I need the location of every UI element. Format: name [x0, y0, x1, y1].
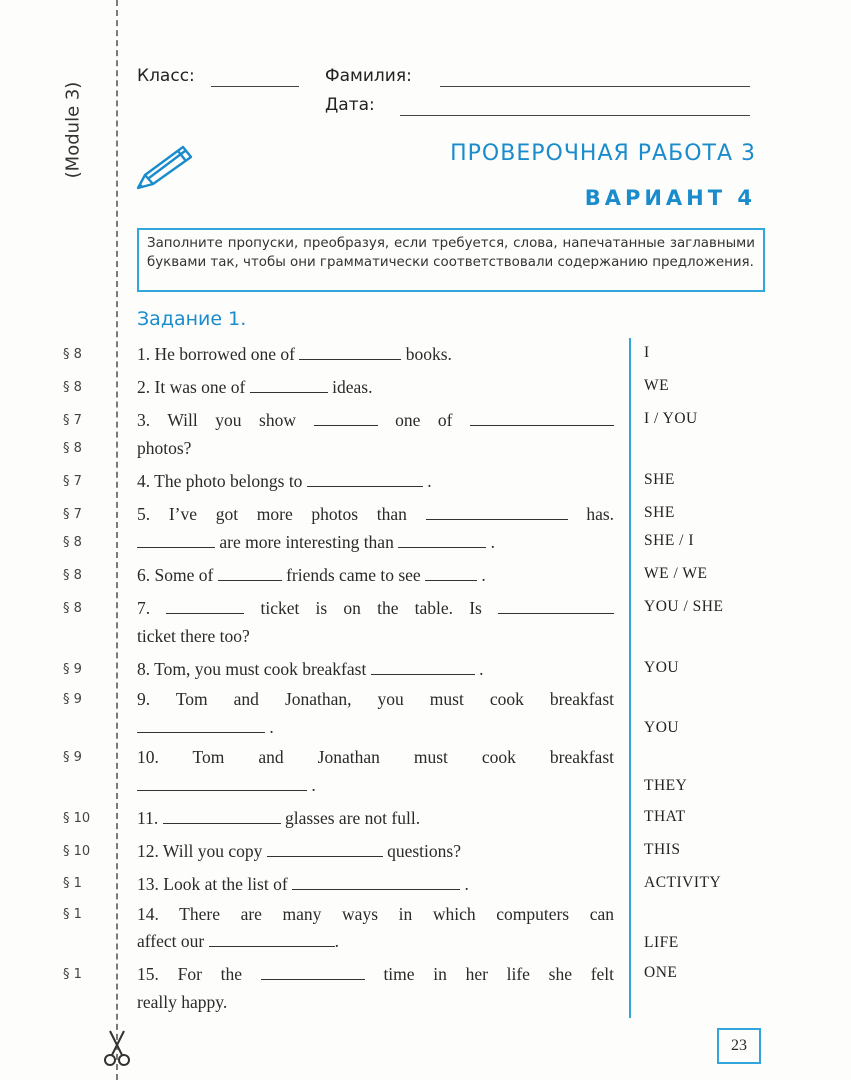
paragraph-ref: § 1: [63, 907, 82, 922]
word-cue: WE: [644, 377, 670, 394]
paragraph-ref: § 7: [63, 474, 82, 489]
word-cue: I / YOU: [644, 410, 698, 427]
exercise-line: affect our .: [137, 931, 339, 951]
page-number: 23: [717, 1028, 761, 1064]
word-cue: LIFE: [644, 934, 679, 951]
surname-label: Фамилия:: [325, 66, 412, 86]
exercise-line: 2. It was one of ideas.: [137, 377, 373, 397]
instruction-box: Заполните пропуски, преобразуя, если требуется, слова, напечатанные заглавными буквами так, чтобы они грамматически соответствовали содержанию предложения.: [137, 228, 765, 292]
cut-line: [116, 0, 118, 1080]
paragraph-ref: § 8: [63, 380, 82, 395]
paragraph-ref: § 1: [63, 967, 82, 982]
answer-column-divider: [629, 338, 631, 1018]
module-label: (Module 3): [62, 81, 84, 179]
exercise-line: 10. Tom and Jonathan must cook breakfast: [137, 747, 614, 767]
exercise-line: 11. glasses are not full.: [137, 808, 421, 828]
exercise-line: .: [137, 775, 614, 796]
exercise-line: are more interesting than .: [137, 532, 614, 553]
word-cue: SHE / I: [644, 532, 694, 549]
word-cue: YOU / SHE: [644, 598, 724, 615]
exercise-line: 3. Will you show one of: [137, 410, 614, 431]
word-cue: YOU: [644, 719, 680, 736]
exercise-line: 9. Tom and Jonathan, you must cook breakfast: [137, 689, 614, 709]
paragraph-ref: § 1: [63, 876, 82, 891]
exercise-line: 6. Some of friends came to see .: [137, 565, 486, 585]
exercise-line: 15. For the time in her life she felt: [137, 964, 615, 984]
exercise-line: 5. I’ve got more photos than has.: [137, 504, 615, 524]
pencil-icon: [135, 142, 197, 192]
answer-blank[interactable]: [218, 566, 282, 581]
word-cue: ACTIVITY: [644, 874, 722, 891]
word-cue: THAT: [644, 808, 686, 825]
answer-blank[interactable]: [137, 533, 215, 548]
answer-blank[interactable]: [371, 660, 475, 675]
word-cue: ONE: [644, 964, 678, 981]
answer-blank[interactable]: [137, 718, 265, 733]
word-cue: YOU: [644, 659, 680, 676]
answer-blank[interactable]: [307, 472, 423, 487]
word-cue: SHE: [644, 504, 675, 521]
exercise-line: 1. He borrowed one of books.: [137, 344, 452, 364]
word-cue: SHE: [644, 471, 675, 488]
exercise-line: .: [137, 717, 614, 738]
variant-title: ВАРИАНТ 4: [584, 186, 756, 210]
paragraph-ref: § 9: [63, 662, 82, 677]
answer-blank[interactable]: [209, 932, 335, 947]
answer-blank[interactable]: [299, 345, 401, 360]
exercise-line: 13. Look at the list of .: [137, 874, 469, 894]
answer-blank[interactable]: [261, 965, 365, 980]
answer-blank[interactable]: [166, 599, 244, 614]
class-field[interactable]: [211, 86, 299, 87]
paragraph-ref: § 7: [63, 507, 82, 522]
exercise-line: 4. The photo belongs to .: [137, 471, 432, 491]
answer-blank[interactable]: [398, 533, 486, 548]
paragraph-ref: § 9: [63, 750, 82, 765]
word-cue: THIS: [644, 841, 681, 858]
answer-blank[interactable]: [314, 411, 378, 426]
exercise-line: photos?: [137, 438, 192, 458]
answer-blank[interactable]: [267, 842, 383, 857]
exercise-line: 8. Tom, you must cook breakfast .: [137, 659, 484, 679]
page-title: ПРОВЕРОЧНАЯ РАБОТА 3: [450, 141, 756, 166]
answer-blank[interactable]: [163, 809, 281, 824]
paragraph-ref: § 10: [63, 811, 91, 826]
class-label: Класс:: [137, 66, 195, 86]
paragraph-ref: § 10: [63, 844, 91, 859]
answer-blank[interactable]: [425, 566, 477, 581]
paragraph-ref: § 8: [63, 535, 82, 550]
paragraph-ref: § 7: [63, 413, 82, 428]
exercise-line: 12. Will you copy questions?: [137, 841, 461, 861]
exercise-line: ticket there too?: [137, 626, 250, 646]
word-cue: I: [644, 344, 650, 361]
paragraph-ref: § 8: [63, 601, 82, 616]
answer-blank[interactable]: [470, 411, 614, 426]
answer-blank[interactable]: [292, 875, 460, 890]
paragraph-ref: § 9: [63, 692, 82, 707]
paragraph-ref: § 8: [63, 347, 82, 362]
answer-blank[interactable]: [426, 505, 568, 520]
date-label: Дата:: [325, 95, 375, 115]
answer-blank[interactable]: [498, 599, 614, 614]
word-cue: WE / WE: [644, 565, 708, 582]
date-field[interactable]: [400, 115, 750, 116]
answer-blank[interactable]: [137, 776, 307, 791]
paragraph-ref: § 8: [63, 441, 82, 456]
scissors-icon: [100, 1028, 134, 1068]
exercise-line: 7. ticket is on the table. Is: [137, 598, 614, 619]
task-title: Задание 1.: [137, 308, 247, 330]
exercise-line: 14. There are many ways in which computers can: [137, 904, 614, 924]
paragraph-ref: § 8: [63, 568, 82, 583]
word-cue: THEY: [644, 777, 688, 794]
exercise-line: really happy.: [137, 992, 228, 1012]
answer-blank[interactable]: [250, 378, 328, 393]
surname-field[interactable]: [440, 86, 750, 87]
